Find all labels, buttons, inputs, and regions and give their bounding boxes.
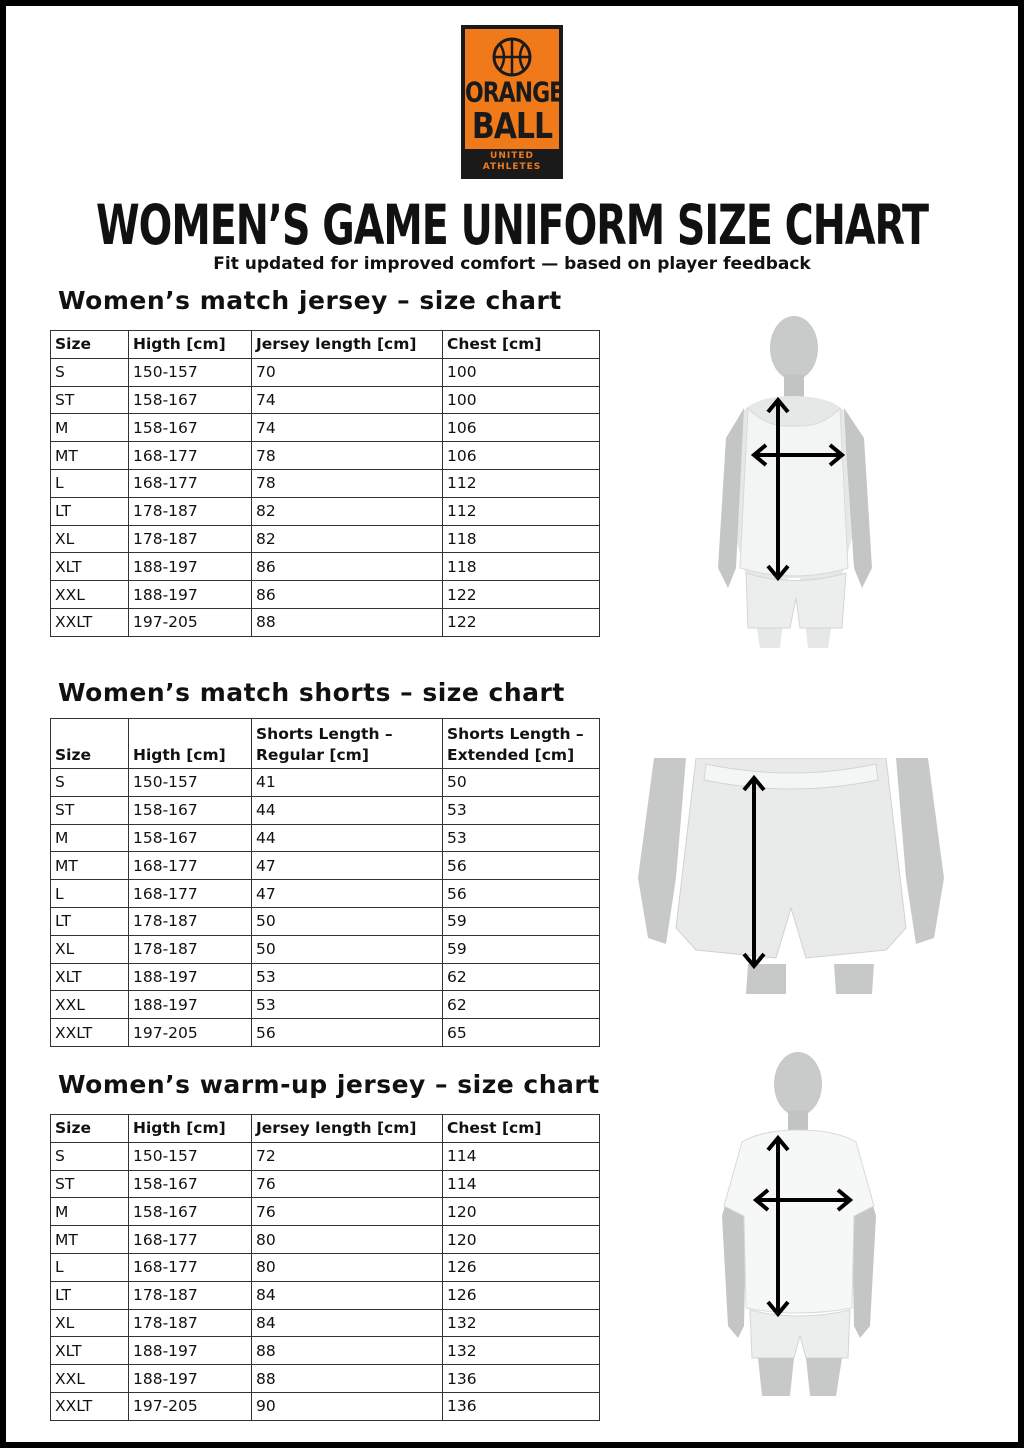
table-row xyxy=(51,525,600,553)
jersey-section-title: Women’s match jersey – size chart xyxy=(58,286,562,315)
length-cell: 86 xyxy=(252,581,443,609)
size-cell: LT xyxy=(51,1281,129,1309)
length-cell: 82 xyxy=(252,525,443,553)
size-cell: M xyxy=(51,824,129,852)
measure-cell: 120 xyxy=(443,1226,600,1254)
header-line: Shorts Length – xyxy=(256,725,393,743)
table-row xyxy=(51,1226,600,1254)
height-cell: 197-205 xyxy=(129,608,252,636)
warmup-section-title: Women’s warm-up jersey – size chart xyxy=(58,1070,600,1099)
size-cell: XXLT xyxy=(51,1019,129,1047)
measure-cell: 112 xyxy=(443,469,600,497)
measure-cell: 59 xyxy=(443,935,600,963)
height-cell: 158-167 xyxy=(129,414,252,442)
height-cell: 168-177 xyxy=(129,1226,252,1254)
logo-sub-athletes: ATHLETES xyxy=(482,162,542,172)
length-cell: 53 xyxy=(252,991,443,1019)
table-header-row xyxy=(51,331,600,359)
height-cell: 158-167 xyxy=(129,824,252,852)
length-cell: 50 xyxy=(252,935,443,963)
length-cell: 50 xyxy=(252,907,443,935)
length-cell: 90 xyxy=(252,1392,443,1420)
height-cell: 158-167 xyxy=(129,386,252,414)
height-cell: 158-167 xyxy=(129,1170,252,1198)
table-row xyxy=(51,1392,600,1420)
length-cell: 70 xyxy=(252,358,443,386)
measure-cell: 126 xyxy=(443,1281,600,1309)
height-cell: 178-187 xyxy=(129,525,252,553)
table-row xyxy=(51,769,600,797)
measure-cell: 50 xyxy=(443,769,600,797)
size-cell: MT xyxy=(51,442,129,470)
size-cell: XLT xyxy=(51,963,129,991)
length-cell: 76 xyxy=(252,1170,443,1198)
length-cell: 88 xyxy=(252,1365,443,1393)
table-row xyxy=(51,907,600,935)
size-cell: XL xyxy=(51,525,129,553)
table-row xyxy=(51,824,600,852)
shorts-section-title: Women’s match shorts – size chart xyxy=(58,678,565,707)
measure-cell: 132 xyxy=(443,1309,600,1337)
size-cell: ST xyxy=(51,1170,129,1198)
measure-cell: 56 xyxy=(443,852,600,880)
measure-cell: 118 xyxy=(443,553,600,581)
measure-cell: 132 xyxy=(443,1337,600,1365)
length-cell: 82 xyxy=(252,497,443,525)
size-cell: L xyxy=(51,1253,129,1281)
length-cell: 47 xyxy=(252,852,443,880)
table-row xyxy=(51,991,600,1019)
length-cell: 78 xyxy=(252,469,443,497)
length-cell: 74 xyxy=(252,386,443,414)
header-chest: Chest [cm] xyxy=(443,1115,600,1143)
measure-cell: 53 xyxy=(443,824,600,852)
header-chest: Chest [cm] xyxy=(443,331,600,359)
table-row xyxy=(51,386,600,414)
size-cell: XXLT xyxy=(51,1392,129,1420)
table-row xyxy=(51,1142,600,1170)
size-cell: M xyxy=(51,1198,129,1226)
measure-cell: 62 xyxy=(443,963,600,991)
measure-cell: 100 xyxy=(443,358,600,386)
size-cell: S xyxy=(51,769,129,797)
measure-cell: 106 xyxy=(443,414,600,442)
height-cell: 188-197 xyxy=(129,1365,252,1393)
height-cell: 150-157 xyxy=(129,1142,252,1170)
size-cell: XL xyxy=(51,1309,129,1337)
logo-sub-united: UNITED xyxy=(490,151,534,161)
table-row xyxy=(51,935,600,963)
length-cell: 84 xyxy=(252,1309,443,1337)
table-row xyxy=(51,469,600,497)
height-cell: 188-197 xyxy=(129,963,252,991)
height-cell: 158-167 xyxy=(129,1198,252,1226)
size-cell: ST xyxy=(51,796,129,824)
size-cell: XLT xyxy=(51,1337,129,1365)
measure-cell: 62 xyxy=(443,991,600,1019)
size-cell: XXL xyxy=(51,991,129,1019)
measure-cell: 56 xyxy=(443,880,600,908)
measure-cell: 126 xyxy=(443,1253,600,1281)
size-chart-page xyxy=(6,6,1018,1442)
table-row xyxy=(51,1309,600,1337)
table-header-row xyxy=(51,719,600,769)
size-cell: M xyxy=(51,414,129,442)
jersey-size-table xyxy=(50,330,600,637)
header-shorts-extended xyxy=(443,719,600,769)
height-cell: 188-197 xyxy=(129,991,252,1019)
size-cell: XXL xyxy=(51,1365,129,1393)
size-cell: XL xyxy=(51,935,129,963)
measure-cell: 114 xyxy=(443,1142,600,1170)
length-cell: 88 xyxy=(252,608,443,636)
header-shorts-regular xyxy=(252,719,443,769)
size-cell: XLT xyxy=(51,553,129,581)
table-row xyxy=(51,963,600,991)
warmup-mannequin-image xyxy=(706,1046,886,1396)
measure-cell: 112 xyxy=(443,497,600,525)
measure-cell: 122 xyxy=(443,608,600,636)
length-cell: 72 xyxy=(252,1142,443,1170)
table-row xyxy=(51,852,600,880)
table-row xyxy=(51,358,600,386)
height-cell: 178-187 xyxy=(129,497,252,525)
height-cell: 188-197 xyxy=(129,553,252,581)
measure-cell: 59 xyxy=(443,907,600,935)
basketball-icon xyxy=(492,37,532,77)
length-cell: 47 xyxy=(252,880,443,908)
page-subtitle: Fit updated for improved comfort — based on player feedback xyxy=(213,254,811,274)
measure-cell: 65 xyxy=(443,1019,600,1047)
size-cell: MT xyxy=(51,852,129,880)
length-cell: 88 xyxy=(252,1337,443,1365)
length-cell: 78 xyxy=(252,442,443,470)
height-cell: 178-187 xyxy=(129,935,252,963)
height-cell: 168-177 xyxy=(129,880,252,908)
header-height: Higth [cm] xyxy=(129,331,252,359)
measure-cell: 100 xyxy=(443,386,600,414)
size-cell: L xyxy=(51,469,129,497)
length-cell: 53 xyxy=(252,963,443,991)
table-header-row xyxy=(51,1115,600,1143)
table-row xyxy=(51,442,600,470)
table-row xyxy=(51,497,600,525)
size-cell: S xyxy=(51,358,129,386)
measure-cell: 53 xyxy=(443,796,600,824)
height-cell: 150-157 xyxy=(129,358,252,386)
length-cell: 44 xyxy=(252,824,443,852)
size-cell: LT xyxy=(51,907,129,935)
size-cell: LT xyxy=(51,497,129,525)
jersey-mannequin-image xyxy=(696,308,896,648)
size-cell: XXLT xyxy=(51,608,129,636)
size-cell: ST xyxy=(51,386,129,414)
header-height: Higth [cm] xyxy=(129,1115,252,1143)
size-cell: S xyxy=(51,1142,129,1170)
height-cell: 188-197 xyxy=(129,1337,252,1365)
height-cell: 178-187 xyxy=(129,1309,252,1337)
height-cell: 168-177 xyxy=(129,442,252,470)
header-line: Extended [cm] xyxy=(447,746,575,764)
height-cell: 188-197 xyxy=(129,581,252,609)
length-cell: 41 xyxy=(252,769,443,797)
length-cell: 74 xyxy=(252,414,443,442)
height-cell: 168-177 xyxy=(129,469,252,497)
height-cell: 178-187 xyxy=(129,1281,252,1309)
length-cell: 80 xyxy=(252,1253,443,1281)
orange-ball-logo xyxy=(461,25,563,179)
table-row xyxy=(51,1198,600,1226)
warmup-size-table xyxy=(50,1114,600,1421)
size-cell: XXL xyxy=(51,581,129,609)
shorts-size-table xyxy=(50,718,600,1047)
table-row xyxy=(51,796,600,824)
table-row xyxy=(51,1019,600,1047)
height-cell: 168-177 xyxy=(129,852,252,880)
header-height: Higth [cm] xyxy=(129,719,252,769)
header-size: Size xyxy=(51,331,129,359)
table-row xyxy=(51,1337,600,1365)
logo-subtitle-strip xyxy=(465,149,559,175)
header-jersey-length: Jersey length [cm] xyxy=(252,1115,443,1143)
height-cell: 197-205 xyxy=(129,1392,252,1420)
size-cell: MT xyxy=(51,1226,129,1254)
header-line: Regular [cm] xyxy=(256,746,369,764)
logo-word-ball: BALL xyxy=(471,105,553,148)
measure-cell: 122 xyxy=(443,581,600,609)
height-cell: 150-157 xyxy=(129,769,252,797)
height-cell: 178-187 xyxy=(129,907,252,935)
shorts-mannequin-image xyxy=(636,758,946,994)
height-cell: 197-205 xyxy=(129,1019,252,1047)
logo-word-orange: ORANGE xyxy=(465,77,564,110)
length-cell: 76 xyxy=(252,1198,443,1226)
table-row xyxy=(51,1253,600,1281)
length-cell: 44 xyxy=(252,796,443,824)
length-cell: 86 xyxy=(252,553,443,581)
header-line: Shorts Length – xyxy=(447,725,584,743)
size-cell: L xyxy=(51,880,129,908)
height-cell: 158-167 xyxy=(129,796,252,824)
length-cell: 84 xyxy=(252,1281,443,1309)
table-row xyxy=(51,880,600,908)
table-row xyxy=(51,581,600,609)
length-cell: 56 xyxy=(252,1019,443,1047)
measure-cell: 120 xyxy=(443,1198,600,1226)
height-cell: 168-177 xyxy=(129,1253,252,1281)
header-size: Size xyxy=(51,1115,129,1143)
header-size: Size xyxy=(51,719,129,769)
measure-cell: 136 xyxy=(443,1392,600,1420)
measure-cell: 136 xyxy=(443,1365,600,1393)
page-title: WOMEN’S GAME UNIFORM SIZE CHART xyxy=(96,194,928,258)
table-row xyxy=(51,414,600,442)
table-row xyxy=(51,1170,600,1198)
header-jersey-length: Jersey length [cm] xyxy=(252,331,443,359)
length-cell: 80 xyxy=(252,1226,443,1254)
measure-cell: 114 xyxy=(443,1170,600,1198)
table-row xyxy=(51,1365,600,1393)
table-row xyxy=(51,1281,600,1309)
table-row xyxy=(51,553,600,581)
table-row xyxy=(51,608,600,636)
measure-cell: 118 xyxy=(443,525,600,553)
measure-cell: 106 xyxy=(443,442,600,470)
